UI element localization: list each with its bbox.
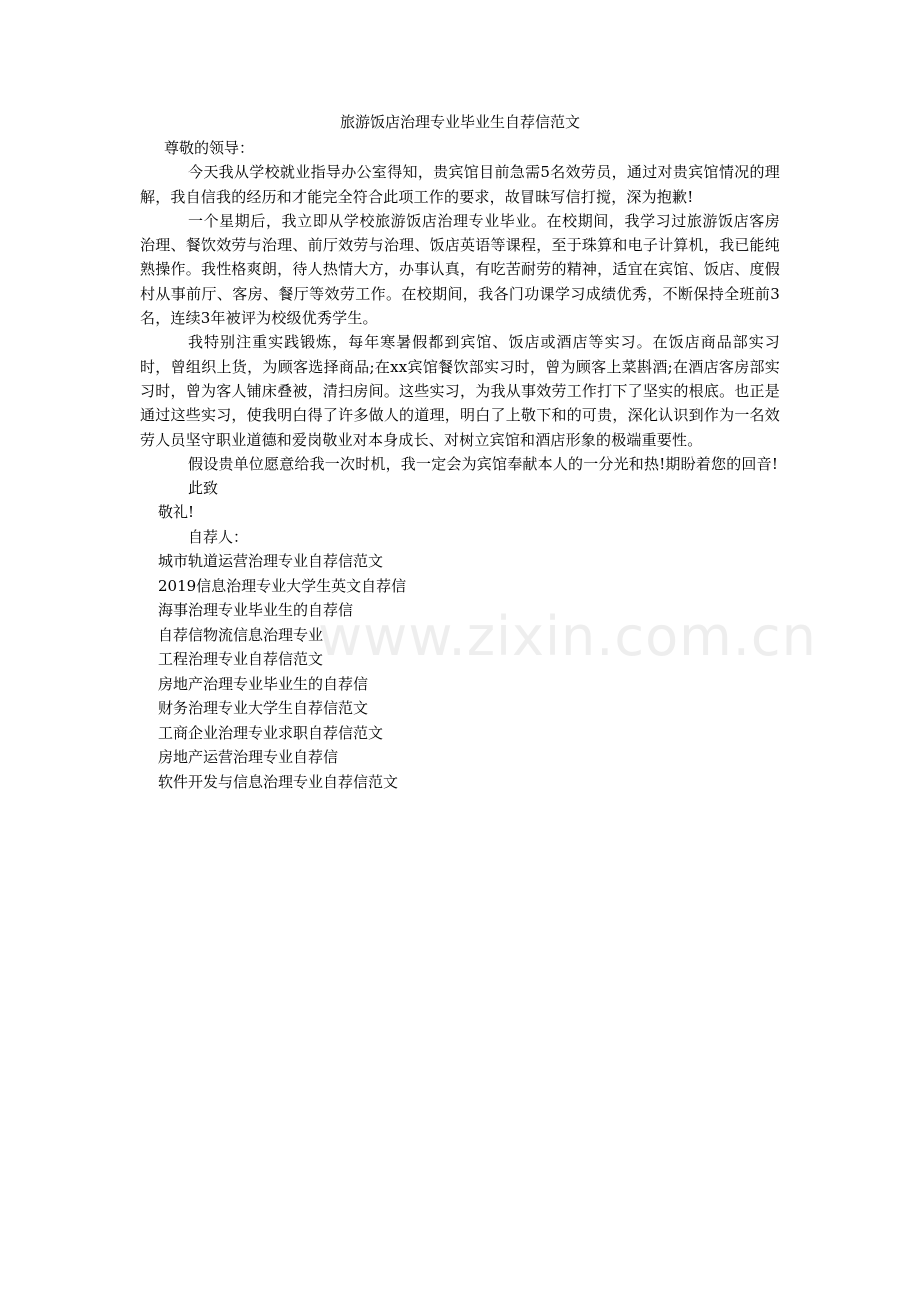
related-link[interactable]: 房地产治理专业毕业生的自荐信	[158, 674, 369, 693]
related-link[interactable]: 软件开发与信息治理专业自荐信范文	[158, 772, 399, 791]
paragraph-1: 今天我从学校就业指导办公室得知，贵宾馆目前急需5名效劳员，通过对贵宾馆情况的理解，我自信我的经历和才能完全符合此项工作的要求，故冒昧写信打搅，深为抱歉!	[140, 163, 780, 206]
closing-line: 此致	[188, 479, 219, 498]
signer-label: 自荐人：	[188, 527, 249, 546]
related-link[interactable]: 房地产运营治理专业自荐信	[158, 748, 339, 767]
related-links-list	[140, 549, 780, 794]
related-link[interactable]: 工商企业治理专业求职自荐信范文	[158, 723, 384, 742]
related-link[interactable]: 工程治理专业自荐信范文	[158, 650, 324, 669]
related-link[interactable]: 2019信息治理专业大学生英文自荐信	[158, 576, 407, 595]
related-link[interactable]: 城市轨道运营治理专业自荐信范文	[158, 552, 384, 571]
regards-line: 敬礼!	[158, 503, 195, 522]
letter-content	[140, 110, 780, 794]
document-title: 旅游饭店治理专业毕业生自荐信范文	[339, 113, 580, 131]
paragraph-2: 一个星期后，我立即从学校旅游饭店治理专业毕业。在校期间，我学习过旅游饭店客房治理、餐饮效劳与治理、前厅效劳与治理、饭店英语等课程，至于珠算和电子计算机，我已能纯熟操作。我性格爽朗，待人热情大方，办事认真，有吃苦耐劳的精神，适宜在宾馆、饭店、度假村从事前厅、客房、餐厅等效劳工作。在校期间，我各门功课学习成绩优秀，不断保持全班前3名，连续3年被评为校级优秀学生。	[140, 211, 780, 328]
salutation: 尊敬的领导：	[164, 139, 255, 157]
related-link[interactable]: 海事治理专业毕业生的自荐信	[158, 601, 354, 620]
paragraph-3: 我特别注重实践锻炼，每年寒暑假都到宾馆、饭店或酒店等实习。在饭店商品部实习时，曾组织上货，为顾客选择商品;在xx宾馆餐饮部实习时，曾为顾客上菜斟酒;在酒店客房部实习时，曾为客人铺床叠被，清扫房间。这些实习，为我从事效劳工作打下了坚实的根底。也正是通过这些实习，使我明白得了许多做人的道理，明白了上敬下和的可贵，深化认识到作为一名效劳人员坚守职业道德和爱岗敬业对本身成长、对树立宾馆和酒店形象的极端重要性。	[140, 333, 780, 449]
related-link[interactable]: 财务治理专业大学生自荐信范文	[158, 699, 369, 718]
watermark: www.zixin.com.cn	[318, 605, 817, 668]
paragraph-4: 假设贵单位愿意给我一次时机，我一定会为宾馆奉献本人的一分光和热!期盼着您的回音!	[188, 454, 779, 473]
related-link[interactable]: 自荐信物流信息治理专业	[158, 625, 324, 644]
